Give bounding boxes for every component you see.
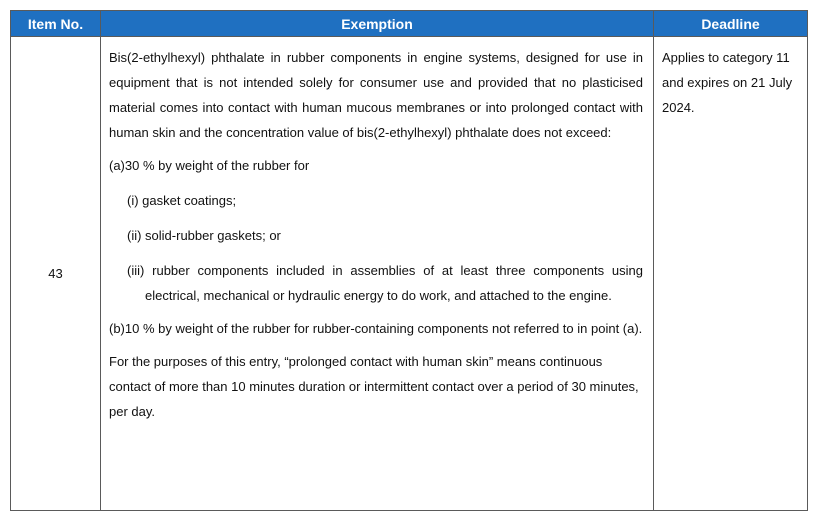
header-exemption: Exemption [101, 11, 654, 37]
deadline-cell: Applies to category 11 and expires on 21 July 2024. [654, 37, 808, 511]
exemption-subpoint-i: (i) gasket coatings; [127, 193, 237, 208]
exemption-subpoint-ii: (ii) solid-rubber gaskets; or [127, 228, 281, 243]
exemption-subpoint-iii: (iii) rubber components included in assemblies of at least three components using electrical, mechanical or hydraulic energy to do work, and attached to the engine. [127, 263, 643, 303]
exemption-intro: Bis(2-ethylhexyl) phthalate in rubber components in engine systems, designed for use in equipment that is not intended solely for consumer use and provided that no plasticised material comes into contact with human mucous membranes or into prolonged contact with human skin and the concentration value of bis(2-ethylhexyl) phthalate does not exceed: [109, 50, 643, 140]
exemption-table [10, 10, 808, 511]
header-row [11, 11, 808, 37]
exemption-note: For the purposes of this entry, “prolonged contact with human skin” means continuous contact of more than 10 minutes duration or intermittent contact over a period of 30 minutes, per day. [109, 354, 639, 419]
exemption-point-a: (a)30 % by weight of the rubber for [109, 158, 310, 173]
header-deadline: Deadline [654, 11, 808, 37]
exemption-cell [101, 37, 654, 511]
item-no-cell: 43 [11, 37, 101, 511]
header-item-no: Item No. [11, 11, 101, 37]
table-row [11, 37, 808, 511]
exemption-point-b: (b)10 % by weight of the rubber for rubber-containing components not referred to in point (a). [109, 321, 643, 336]
